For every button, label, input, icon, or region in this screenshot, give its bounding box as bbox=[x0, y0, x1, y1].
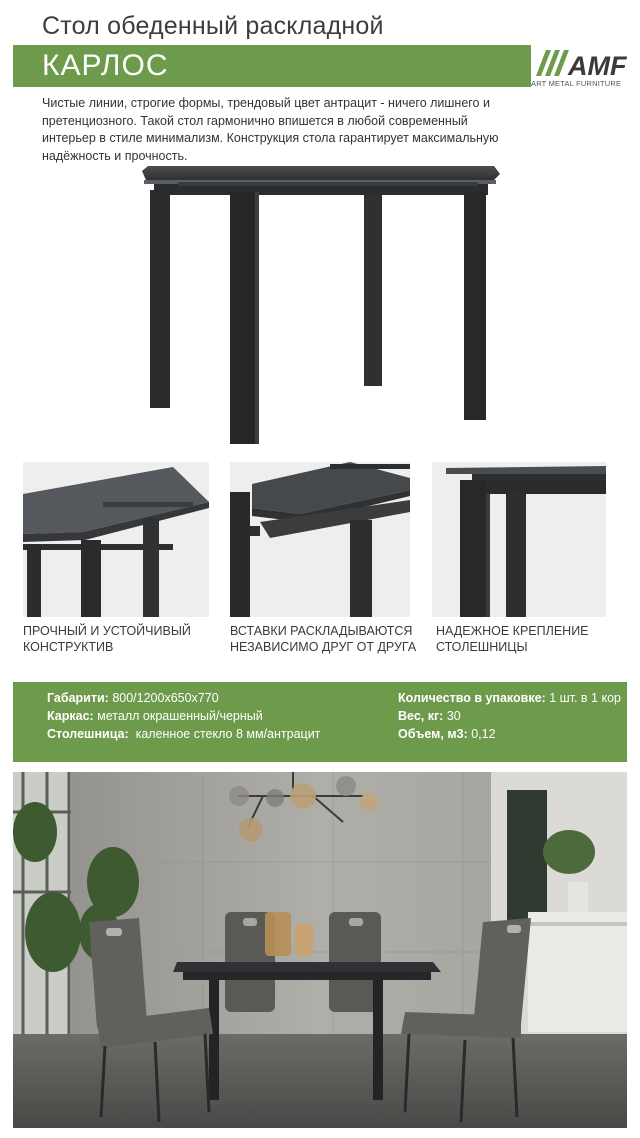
spec-label: Каркас: bbox=[47, 709, 94, 723]
spec-value: 800/1200x650x770 bbox=[108, 691, 219, 705]
spec-label: Столешница: bbox=[47, 727, 129, 741]
product-description: Чистые линии, строгие формы, трендовый цвет антрацит - ничего лишнего и претенциозного. Такой стол гармонично впишется в любой современный интерьер в стиле минимализм. Конструкция стола гарантирует максимальную надёжность и прочность. bbox=[42, 96, 499, 163]
title-band bbox=[13, 45, 531, 87]
spec-label: Вес, кг: bbox=[398, 709, 444, 723]
spec-value: 0,12 bbox=[467, 727, 496, 741]
feature-caption-line: НЕЗАВИСИМО ДРУГ ОТ ДРУГА bbox=[230, 640, 417, 654]
spec-value: 1 шт. в 1 кор bbox=[545, 691, 621, 705]
logo-tagline: ART METAL FURNITURE bbox=[531, 79, 622, 88]
feature-caption bbox=[230, 623, 416, 655]
product-title: КАРЛОС bbox=[42, 49, 169, 82]
spec-weight bbox=[398, 707, 621, 725]
specs-left-column bbox=[47, 689, 320, 743]
product-subtitle: Стол обеденный раскладной bbox=[42, 12, 384, 40]
spec-dimensions bbox=[47, 689, 320, 707]
detail-image-top-mount bbox=[432, 462, 606, 617]
spec-label: Количество в упаковке: bbox=[398, 691, 546, 705]
spec-value: каленное стекло 8 мм/антрацит bbox=[128, 727, 321, 741]
table-product-image bbox=[138, 162, 502, 448]
specs-right-column bbox=[398, 689, 621, 743]
detail-image-inserts bbox=[230, 462, 410, 617]
spec-label: Габарити: bbox=[47, 691, 109, 705]
feature-caption-line: ПРОЧНЫЙ И УСТОЙЧИВЫЙ bbox=[23, 624, 191, 638]
feature-caption-line: КОНСТРУКТИВ bbox=[23, 640, 114, 654]
feature-caption bbox=[436, 623, 589, 655]
spec-value: металл окрашенный/черный bbox=[93, 709, 263, 723]
spec-package-qty bbox=[398, 689, 621, 707]
spec-tabletop bbox=[47, 725, 320, 743]
logo-mark: AMF bbox=[568, 51, 627, 81]
spec-label: Объем, м3: bbox=[398, 727, 468, 741]
feature-caption-line: ВСТАВКИ РАСКЛАДЫВАЮТСЯ bbox=[230, 624, 413, 638]
detail-image-frame bbox=[23, 462, 209, 617]
feature-caption-line: СТОЛЕШНИЦЫ bbox=[436, 640, 528, 654]
spec-volume bbox=[398, 725, 621, 743]
feature-caption-line: НАДЕЖНОЕ КРЕПЛЕНИЕ bbox=[436, 624, 589, 638]
specs-panel bbox=[13, 682, 627, 762]
spec-value: 30 bbox=[443, 709, 461, 723]
spec-frame bbox=[47, 707, 320, 725]
interior-photo bbox=[13, 772, 627, 1128]
feature-caption bbox=[23, 623, 191, 655]
